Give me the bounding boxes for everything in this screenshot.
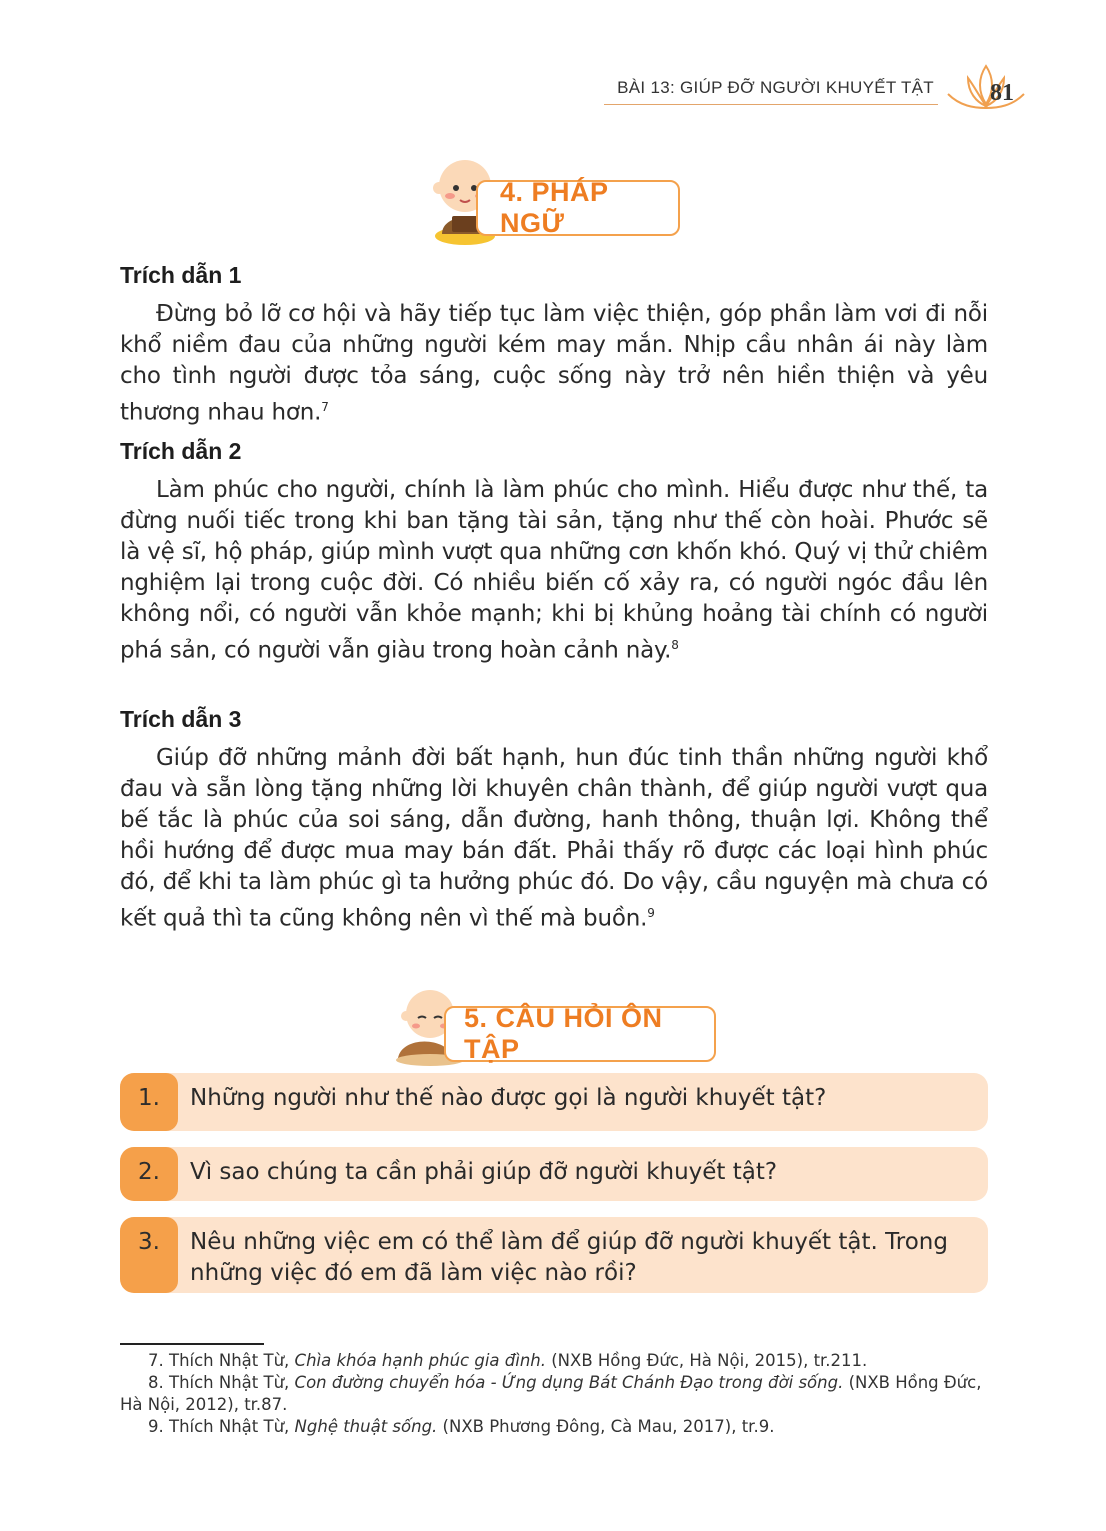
- footnotes: [120, 1350, 988, 1438]
- page-header: [0, 72, 1106, 112]
- quote-3: [120, 706, 988, 935]
- quote-2: [120, 438, 988, 667]
- question-item: [120, 1217, 988, 1293]
- section-title: 4. PHÁP NGỮ: [500, 177, 609, 238]
- footnote-ref[interactable]: 7: [321, 400, 329, 414]
- chapter-title: BÀI 13: GIÚP ĐỠ NGƯỜI KHUYẾT TẬT: [617, 78, 934, 97]
- quote-heading: Trích dẫn 3: [120, 706, 242, 732]
- lotus-icon: [938, 64, 1034, 114]
- header-rule: [604, 104, 938, 105]
- quote-body: Làm phúc cho người, chính là làm phúc cho mình. Hiểu được như thế, ta đừng nuối tiếc trong khi ban tặng tài sản, tặng như thế còn hoài. Phước sẽ là vệ sĩ, hộ pháp, giúp mình vượt qua những cơn khốn khó. Quý vị thử chiêm nghiệm lại trong cuộc đời. Có nhiều biến cố xảy ra, có người ngóc đầu lên không nổi, có người vẫn khỏe mạnh; khi bị khủng hoảng tài chính có người phá sản, có người vẫn giàu trong hoàn cảnh này.$^8$: [120, 477, 988, 664]
- question-item: [120, 1073, 988, 1131]
- question-number: 1.: [120, 1073, 178, 1131]
- question-text: Nêu những việc em có thể làm để giúp đỡ người khuyết tật. Trong những việc đó em đã làm việc nào rồi?: [190, 1229, 948, 1286]
- footnote-ref[interactable]: 9: [647, 906, 655, 920]
- question-text: Vì sao chúng ta cần phải giúp đỡ người khuyết tật?: [190, 1159, 778, 1185]
- quote-heading: Trích dẫn 1: [120, 262, 242, 288]
- footnote-9: 9. Thích Nhật Từ, Nghệ thuật sống. (NXB Phương Đông, Cà Mau, 2017), tr.9.: [148, 1417, 775, 1436]
- footnote-separator: [120, 1343, 264, 1345]
- quote-heading: Trích dẫn 2: [120, 438, 242, 464]
- question-text: Những người như thế nào được gọi là người khuyết tật?: [190, 1085, 827, 1111]
- question-number: 2.: [120, 1147, 178, 1201]
- quote-body: Đừng bỏ lỡ cơ hội và hãy tiếp tục làm việc thiện, góp phần làm vơi đi nỗi khổ niềm đau của những người kém may mắn. Nhịp cầu nhân ái này làm cho tình người được tỏa sáng, cuộc sống này trở nên hiền thiện và yêu thương nhau hơn.$^7$: [120, 301, 988, 426]
- footnote-ref[interactable]: 8: [671, 638, 679, 652]
- page-number: 81: [990, 80, 1014, 106]
- question-number: 3.: [120, 1217, 178, 1293]
- question-item: [120, 1147, 988, 1201]
- quote-body: Giúp đỡ những mảnh đời bất hạnh, hun đúc tinh thần những người khổ đau và sẵn lòng tặng những lời khuyên chân thành, để giúp người vượt qua bế tắc là phúc của soi sáng, dẫn đường, hanh thông, thuận lợi. Không thể hồi hướng để được mua may bán đất. Phải thấy rõ được các loại hình phúc đó, để khi ta làm phúc gì ta hưởng phúc đó. Do vậy, cầu nguyện mà chưa có kết quả thì ta cũng không nên vì thế mà buồn.$^9$: [120, 745, 988, 932]
- quote-1: [120, 262, 988, 429]
- section-badge-cau-hoi-on-tap: [444, 1003, 716, 1064]
- section-title: 5. CÂU HỎI ÔN TẬP: [464, 1003, 663, 1064]
- section-badge-phap-ngu: [476, 177, 680, 238]
- review-questions: [120, 1073, 988, 1309]
- footnote-8: 8. Thích Nhật Từ, Con đường chuyển hóa - Ứng dụng Bát Chánh Đạo trong đời sống. (NXB Hồng Đức, Hà Nội, 2012), tr.87.: [120, 1373, 982, 1414]
- footnote-7: 7. Thích Nhật Từ, Chìa khóa hạnh phúc gia đình. (NXB Hồng Đức, Hà Nội, 2015), tr.211.: [148, 1351, 868, 1370]
